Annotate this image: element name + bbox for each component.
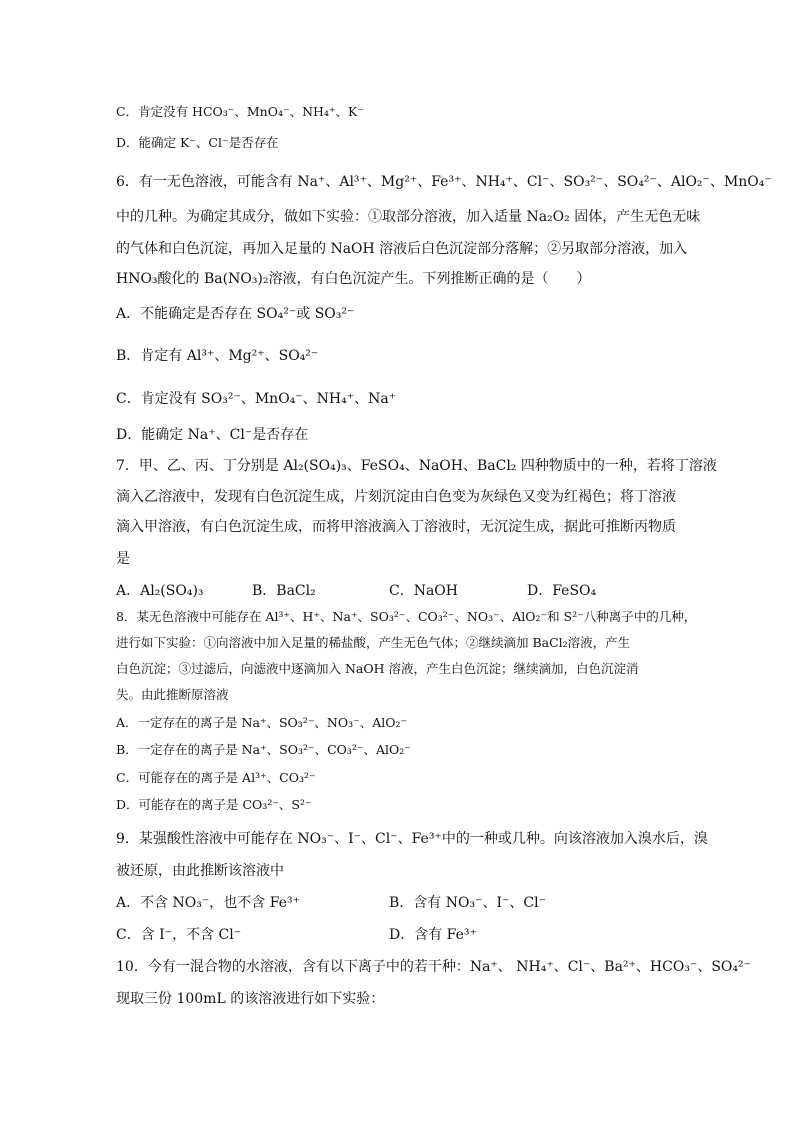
q8-option-c: C．可能存在的离子是 Al³⁺、CO₃²⁻ xyxy=(116,770,316,785)
q8-stem-line-4: 失。由此推断原溶液 xyxy=(116,687,229,702)
q9-option-b: B．含有 NO₃⁻、I⁻、Cl⁻ xyxy=(389,895,546,911)
q7-stem-line-2: 滴入乙溶液中，发现有白色沉淀生成，片刻沉淀由白色变为灰绿色又变为红褐色；将丁溶液 xyxy=(116,489,676,505)
q8-stem-line-2: 进行如下实验：①向溶液中加入足量的稀盐酸，产生无色气体；②继续滴加 BaCl₂溶液，产生 xyxy=(116,635,631,650)
q6-option-d: D．能确定 Na⁺、Cl⁻是否存在 xyxy=(116,427,309,443)
q9-option-c: C．含 I⁻，不含 Cl⁻ xyxy=(116,927,242,943)
q8-stem-line-3: 白色沉淀；③过滤后，向滤液中逐滴加入 NaOH 溶液，产生白色沉淀；继续滴加，白色沉淀消 xyxy=(116,661,639,676)
q5-option-c: C．肯定没有 HCO₃⁻、MnO₄⁻、NH₄⁺、K⁻ xyxy=(116,104,364,119)
q7-option-c: C．NaOH xyxy=(389,583,458,599)
q7-stem-line-3: 滴入甲溶液，有白色沉淀生成，而将甲溶液滴入丁溶液时，无沉淀生成，据此可推断丙物质 xyxy=(116,519,676,535)
q6-stem-line-2: 中的几种。为确定其成分，做如下实验：①取部分溶液，加入适量 Na₂O₂ 固体，产生无色无味 xyxy=(116,209,701,225)
q7-option-d: D．FeSO₄ xyxy=(527,583,597,599)
q8-option-a: A．一定存在的离子是 Na⁺、SO₃²⁻、NO₃⁻、AlO₂⁻ xyxy=(116,715,408,730)
q7-stem-line-4: 是 xyxy=(116,551,130,567)
q6-option-b: B．肯定有 Al³⁺、Mg²⁺、SO₄²⁻ xyxy=(116,348,319,364)
q6-stem-line-1: 6．有一无色溶液，可能含有 Na⁺、Al³⁺、Mg²⁺、Fe³⁺、NH₄⁺、Cl⁻、SO₃²⁻、SO₄²⁻、AlO₂⁻、MnO₄⁻ xyxy=(116,174,772,190)
q7-option-b: B．BaCl₂ xyxy=(252,583,316,599)
q8-option-b: B．一定存在的离子是 Na⁺、SO₃²⁻、CO₃²⁻、AlO₂⁻ xyxy=(116,742,411,757)
q7-option-a: A．Al₂(SO₄)₃ xyxy=(116,583,204,599)
q10-stem-line-1: 10．今有一混合物的水溶液，含有以下离子中的若干种：Na⁺、 NH₄⁺、Cl⁻、Ba²⁺、HCO₃⁻、SO₄²⁻ xyxy=(116,959,752,975)
q6-stem-line-4: HNO₃酸化的 Ba(NO₃)₂溶液，有白色沉淀产生。下列推断正确的是（ ） xyxy=(116,271,591,287)
q6-stem-line-3: 的气体和白色沉淀，再加入足量的 NaOH 溶液后白色沉淀部分落解；②另取部分溶液，加入 xyxy=(116,241,688,257)
q10-stem-line-2: 现取三份 100mL 的该溶液进行如下实验： xyxy=(116,991,385,1007)
q9-stem-line-1: 9．某强酸性溶液中可能存在 NO₃⁻、I⁻、Cl⁻、Fe³⁺中的一种或几种。向该溶液加入溴水后，溴 xyxy=(116,831,708,847)
q7-stem-line-1: 7．甲、乙、丙、丁分别是 Al₂(SO₄)₃、FeSO₄、NaOH、BaCl₂ 四种物质中的一种，若将丁溶液 xyxy=(116,458,717,474)
q6-option-a: A．不能确定是否存在 SO₄²⁻或 SO₃²⁻ xyxy=(116,306,355,322)
q8-stem-line-1: 8．某无色溶液中可能存在 Al³⁺、H⁺、Na⁺、SO₃²⁻、CO₃²⁻、NO₃⁻、AlO₂⁻和 S²⁻八种离子中的几种， xyxy=(116,609,697,624)
q5-option-d: D．能确定 K⁻、Cl⁻是否存在 xyxy=(116,135,279,150)
q8-option-d: D．可能存在的离子是 CO₃²⁻、S²⁻ xyxy=(116,797,312,812)
q6-option-c: C．肯定没有 SO₃²⁻、MnO₄⁻、NH₄⁺、Na⁺ xyxy=(116,391,397,407)
q9-option-d: D．含有 Fe³⁺ xyxy=(389,927,477,943)
q9-option-a: A．不含 NO₃⁻，也不含 Fe³⁺ xyxy=(116,895,300,911)
q9-stem-line-2: 被还原，由此推断该溶液中 xyxy=(116,863,284,879)
